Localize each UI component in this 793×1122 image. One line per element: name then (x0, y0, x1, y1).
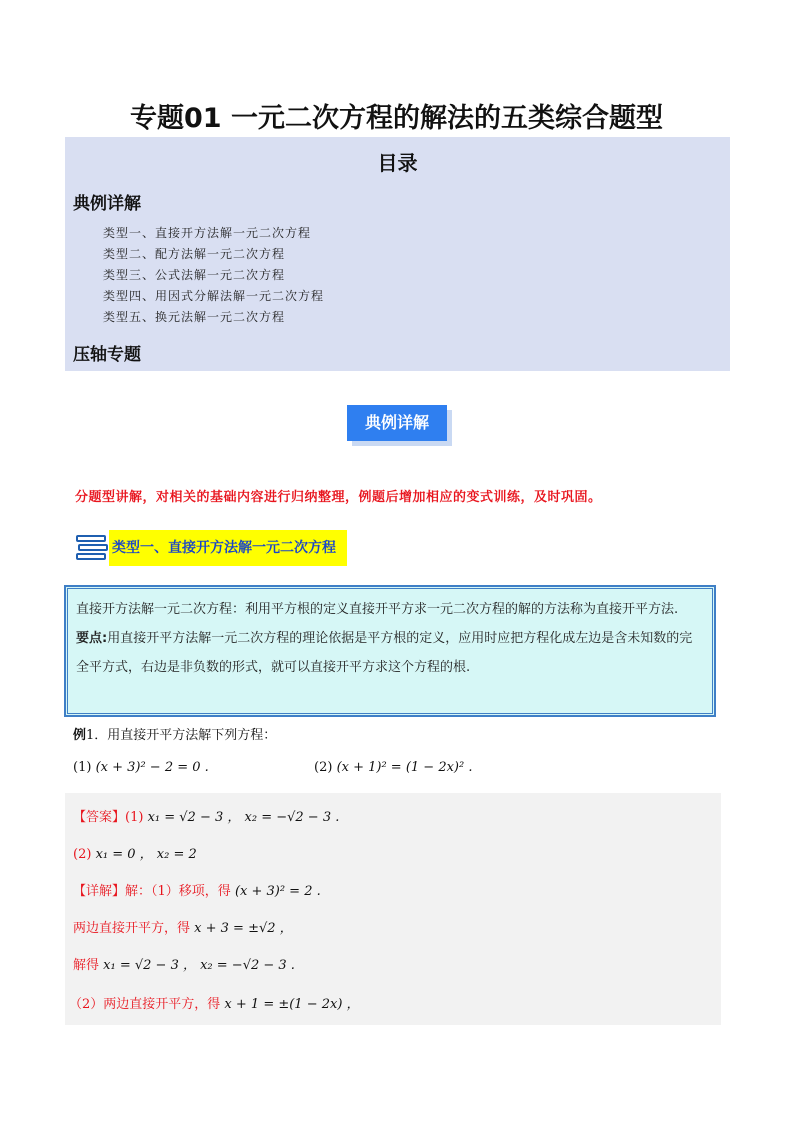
toc-item[interactable]: 类型五、换元法解一元二次方程 (103, 310, 286, 324)
detail-2-math: x + 3 = ±√2 ， (194, 921, 293, 936)
detail-1-text: 解：（1）移项，得 (125, 884, 231, 899)
example-text: 1．用直接开平方法解下列方程： (86, 728, 277, 743)
toc-section-advanced[interactable]: 压轴专题 (73, 345, 141, 365)
answer-2-number: (2) (73, 847, 92, 862)
detail-3-text: 解得 (73, 958, 100, 973)
problem-2-equation: (x + 1)² = (1 − 2x)² . (336, 760, 473, 775)
answer-line-2 (73, 843, 197, 862)
section-banner: 典例详解 (347, 405, 447, 441)
toc-item[interactable]: 类型四、用因式分解法解一元二次方程 (103, 289, 325, 303)
table-of-contents (65, 137, 730, 371)
answer-box (65, 793, 721, 1025)
problem-2 (314, 760, 473, 775)
example-label: 例 (73, 728, 87, 743)
problem-1-equation: (x + 3)² − 2 = 0 . (95, 760, 209, 775)
detail-line-4 (69, 993, 360, 1012)
answer-1-number: (1) (125, 810, 144, 825)
definition-text: 直接开方法解一元二次方程：利用平方根的定义直接开平方求一元二次方程的解的方法称为直接开平方法. (76, 602, 679, 617)
detail-4-text: （2）两边直接开平方，得 (69, 997, 221, 1012)
detail-1-math: (x + 3)² = 2 . (234, 884, 321, 899)
detail-line-2 (73, 917, 293, 936)
definition-box (64, 585, 716, 717)
example-prompt (73, 724, 276, 743)
detail-3-math: x₁ = √2 − 3 ， x₂ = −√2 − 3 . (103, 958, 295, 973)
detail-2-text: 两边直接开平方，得 (73, 921, 191, 936)
toc-item[interactable]: 类型三、公式法解一元二次方程 (103, 268, 286, 282)
type-heading: 类型一、直接开方法解一元二次方程 (109, 530, 347, 566)
page-title: 专题01 一元二次方程的解法的五类综合题型 (130, 103, 663, 134)
books-icon (75, 531, 111, 567)
answer-2-math: x₁ = 0 ， x₂ = 2 (95, 847, 197, 862)
key-point-label: 要点: (76, 631, 108, 646)
problem-2-number: (2) (314, 760, 333, 775)
problem-1 (73, 760, 209, 775)
detail-line-3 (73, 954, 295, 973)
toc-item[interactable]: 类型一、直接开方法解一元二次方程 (103, 226, 312, 240)
answer-1-math: x₁ = √2 − 3 ， x₂ = −√2 − 3 . (147, 810, 340, 825)
answer-tag: 【答案】 (73, 810, 126, 825)
intro-text: 分题型讲解，对相关的基础内容进行归纳整理，例题后增加相应的变式训练，及时巩固。 (75, 490, 602, 505)
detail-4-math: x + 1 = ±(1 − 2x) ， (224, 997, 360, 1012)
toc-section-examples[interactable]: 典例详解 (73, 194, 141, 214)
answer-line-1 (73, 806, 339, 825)
toc-heading: 目录 (377, 151, 418, 175)
key-point-text: 用直接开平方法解一元二次方程的理论依据是平方根的定义，应用时应把方程化成左边是含未知数的完全平方式，右边是非负数的形式，就可以直接开平方求这个方程的根. (76, 631, 693, 675)
definition-key-point (76, 624, 704, 682)
toc-item[interactable]: 类型二、配方法解一元二次方程 (103, 247, 286, 261)
detail-tag: 【详解】 (73, 884, 126, 899)
problem-1-number: (1) (73, 760, 92, 775)
detail-line-1 (73, 880, 321, 899)
